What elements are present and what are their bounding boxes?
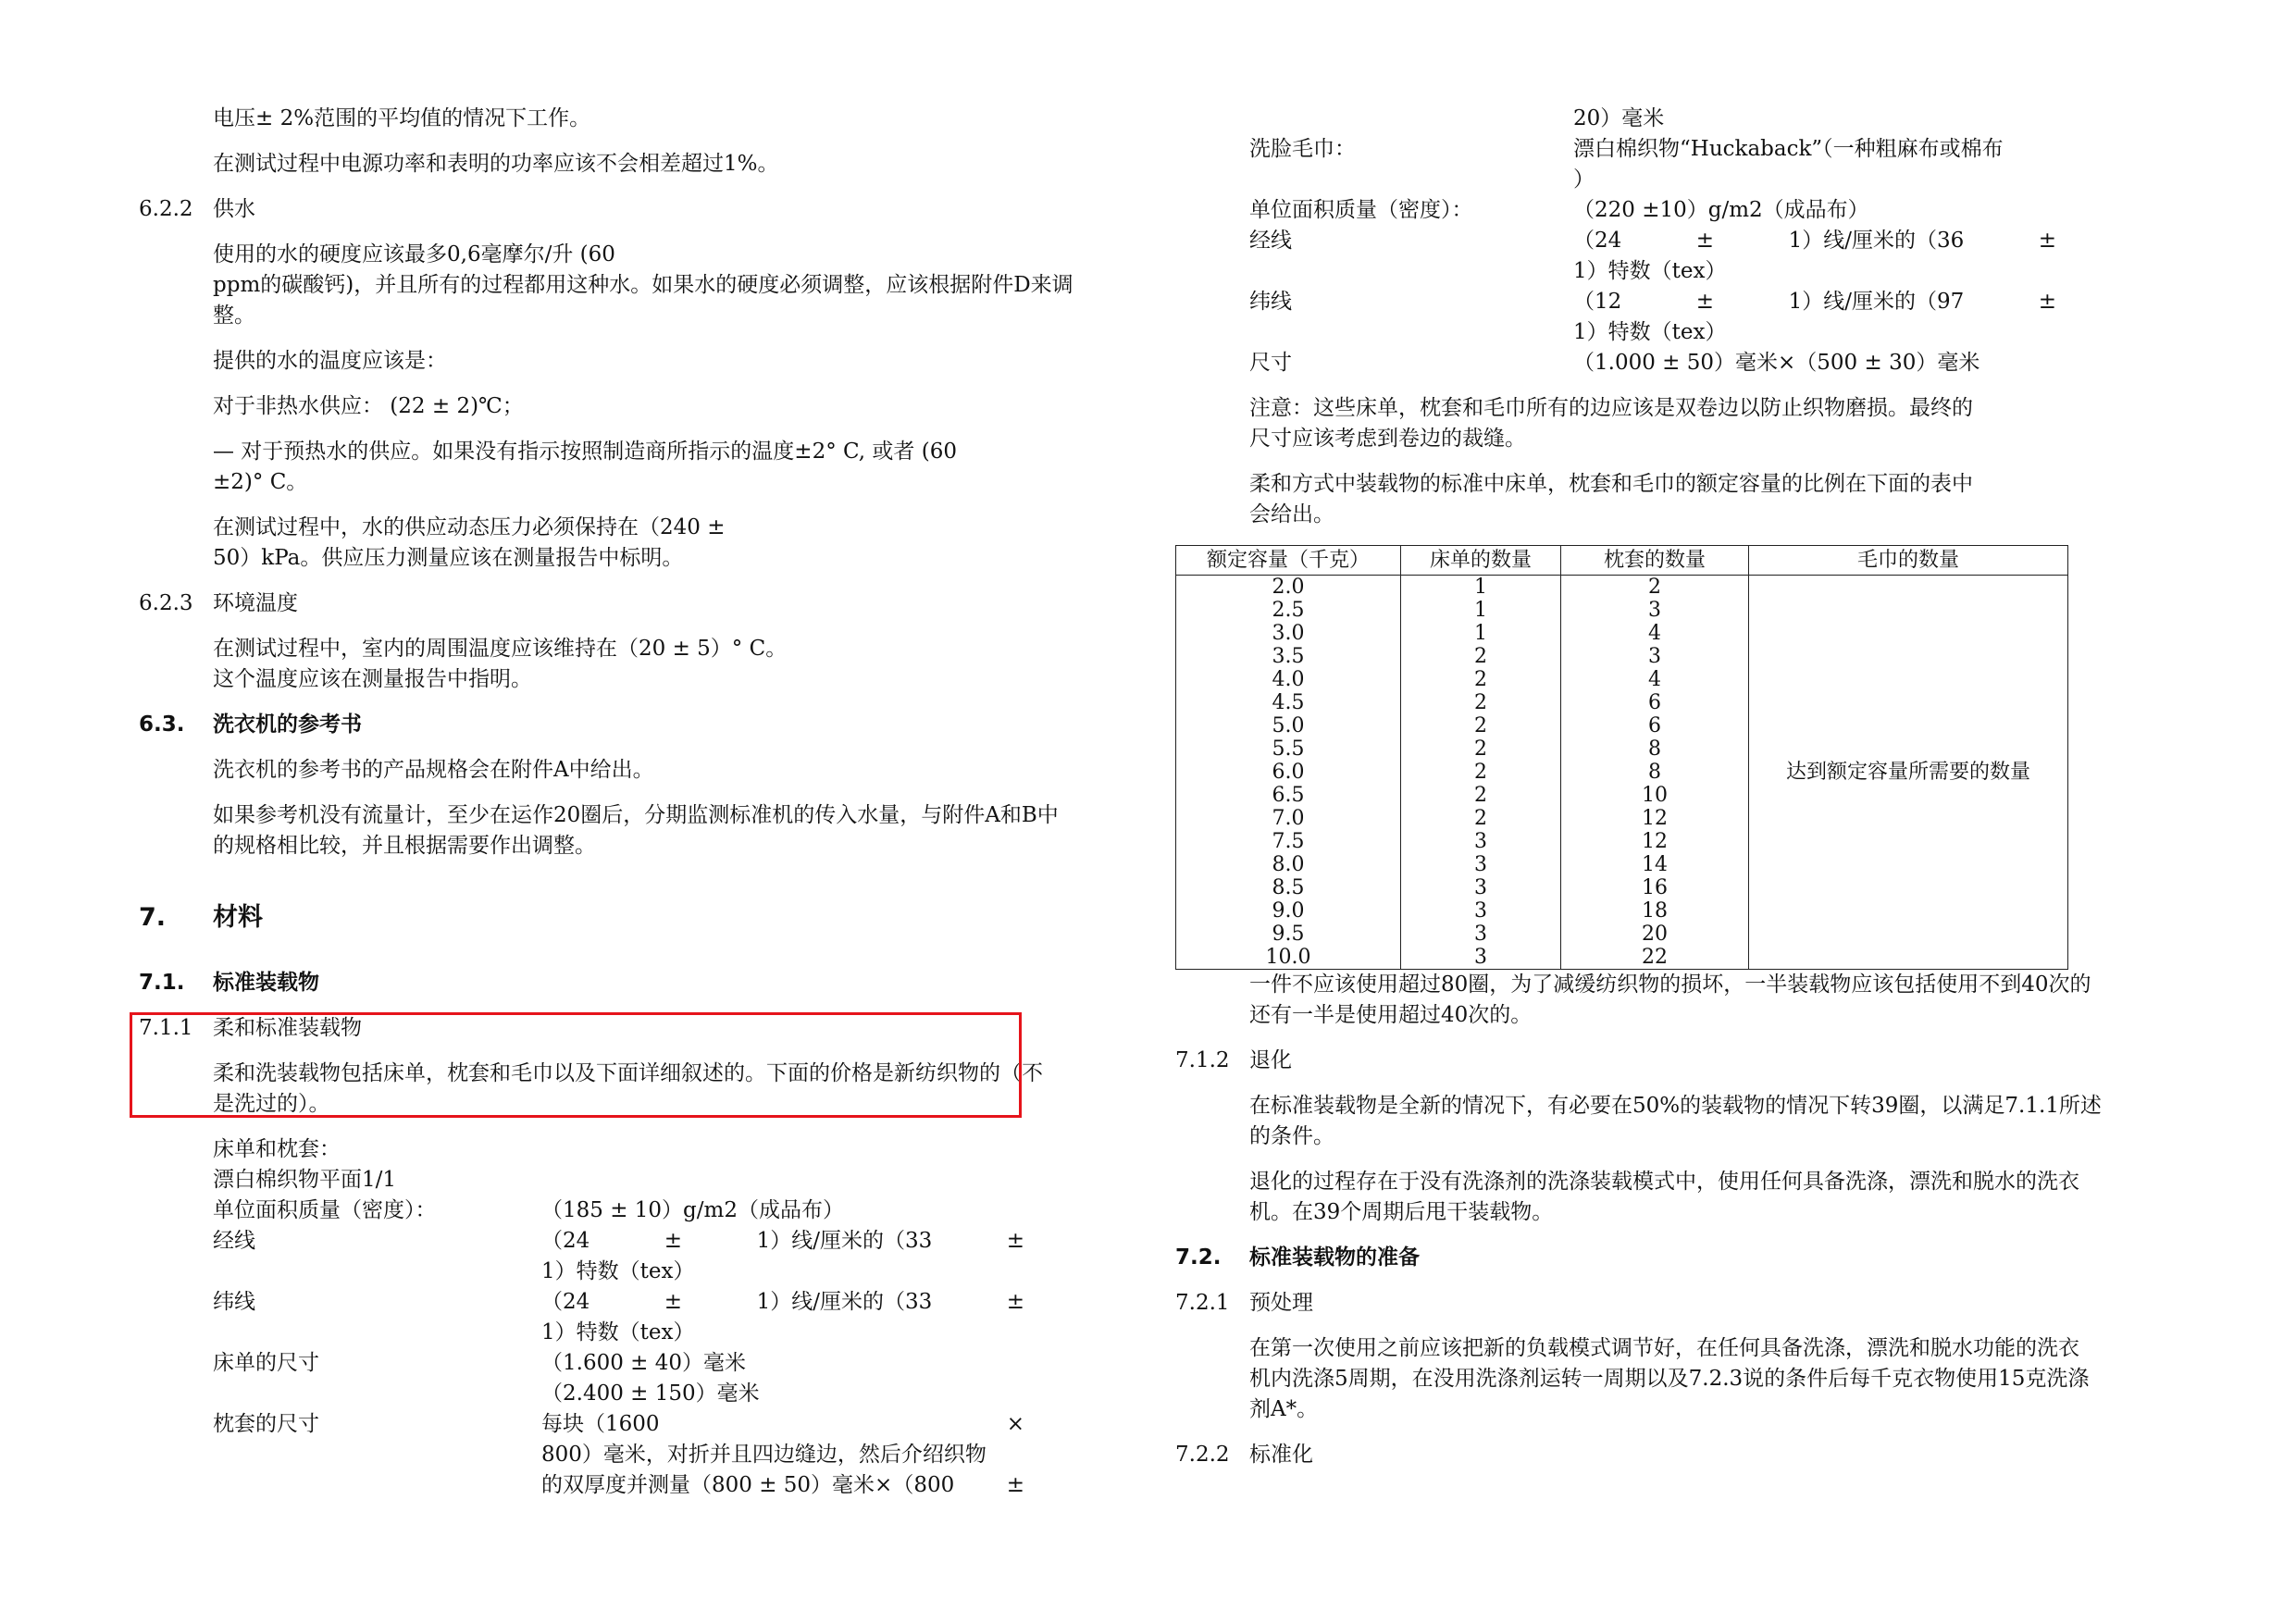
table-cell: 2 xyxy=(1401,807,1561,830)
table-cell: 3.5 xyxy=(1176,645,1401,668)
table-cell: 3 xyxy=(1561,645,1749,668)
load-ratio-table xyxy=(1175,545,2068,970)
spec-key: 经线 xyxy=(213,1229,255,1253)
text-line: 柔和方式中装载物的标准中床单，枕套和毛巾的额定容量的比例在下面的表中 xyxy=(1249,472,1973,496)
spec-key: 单位面积质量（密度）： xyxy=(1249,198,1473,222)
text-line: 的条件。 xyxy=(1249,1124,1334,1148)
spec-value xyxy=(1573,226,2177,287)
text-fragment: ± xyxy=(1006,1473,1024,1497)
text-line: 在测试过程中，室内的周围温度应该维持在（20 ± 5）° C。 xyxy=(213,637,788,661)
table-cell: 12 xyxy=(1561,830,1749,853)
table-cell: 9.5 xyxy=(1176,923,1401,946)
text-fragment: 1）线/厘米的（36 xyxy=(1788,229,1965,253)
highlight-box xyxy=(130,1012,1022,1118)
text-line: 这个温度应该在测量报告中指明。 xyxy=(213,667,532,691)
text-fragment: （12 xyxy=(1573,290,1622,314)
section-heading-6-2-2 xyxy=(139,194,1143,225)
text-line xyxy=(541,1287,1024,1318)
text-line: 漂白棉织物“Huckaback”（一种粗麻布或棉布 xyxy=(1573,137,2004,161)
spec-value: （185 ± 10）g/m2（成品布） xyxy=(541,1198,844,1222)
text-line: 退化的过程存在于没有洗涤剂的洗涤装载模式中，使用任何具备洗涤，漂洗和脱水的洗衣 xyxy=(1249,1170,2079,1194)
table-cell: 2 xyxy=(1401,645,1561,668)
spec-row-warp xyxy=(213,1226,1143,1287)
sheet-spec-block xyxy=(213,1134,1143,1501)
spec-value xyxy=(541,1287,1143,1348)
text-line xyxy=(1573,226,2056,256)
table-cell: 3 xyxy=(1561,599,1749,622)
section-number: 7.1.1 xyxy=(139,1016,193,1040)
table-cell: 4.5 xyxy=(1176,691,1401,714)
section-number: 7.1. xyxy=(139,971,185,995)
text-line: 漂白棉织物平面1/1 xyxy=(213,1168,397,1192)
left-column xyxy=(139,104,1143,1501)
table-cell: 2 xyxy=(1401,714,1561,737)
paragraph: 洗衣机的参考书的产品规格会在附件A中给出。 xyxy=(213,758,654,782)
text-fragment: 1）线/厘米的（33 xyxy=(756,1229,933,1253)
section-title: 供水 xyxy=(213,197,255,221)
text-line: 机。在39个周期后甩干装载物。 xyxy=(1249,1200,1554,1224)
table-cell: 22 xyxy=(1561,946,1749,970)
spec-value: （1.000 ± 50）毫米×（500 ± 30）毫米 xyxy=(1573,351,1980,375)
text-line: 1）特数（tex） xyxy=(541,1259,695,1283)
section-heading-6-3 xyxy=(139,710,1143,740)
text-line: 机内洗涤5周期，在没用洗涤剂运转一周期以及7.2.3说的条件后每千克衣物使用15克洗涤 xyxy=(1249,1367,2090,1391)
text-line: 1）特数（tex） xyxy=(541,1320,695,1344)
spec-key: 纬线 xyxy=(213,1290,255,1314)
spec-value xyxy=(1573,134,2177,195)
spec-row-weft xyxy=(1249,287,2177,348)
table-cell: 2 xyxy=(1561,576,1749,600)
text-line: 如果参考机没有流量计，至少在运作20圈后，分期监测标准机的传入水量，与附件A和B中 xyxy=(213,803,1059,827)
section-number: 6.2.2 xyxy=(139,197,193,221)
spec-key xyxy=(1249,104,1573,134)
ratio-paragraph xyxy=(1249,469,2177,530)
text-fragment: × xyxy=(1006,1412,1024,1436)
section-heading-6-2-3 xyxy=(139,588,1143,619)
paragraph: 提供的水的温度应该是： xyxy=(213,349,447,373)
table-cell: 14 xyxy=(1561,853,1749,876)
text-line: 50）kPa。供应压力测量应该在测量报告中标明。 xyxy=(213,546,684,570)
spec-row-continuation xyxy=(1249,104,2177,134)
spec-row-mass xyxy=(1249,195,2177,226)
text-line: 一件不应该使用超过80圈，为了减缓纺织物的损坏，一半装载物应该包括使用不到40次的 xyxy=(1249,973,2091,997)
spec-key: 床单的尺寸 xyxy=(213,1351,319,1375)
column-header: 床单的数量 xyxy=(1401,546,1561,576)
section-number: 7.1.2 xyxy=(1175,1048,1230,1072)
after-table-paragraph xyxy=(1249,970,2177,1031)
section-number: 6.3. xyxy=(139,712,185,737)
table-cell: 10 xyxy=(1561,784,1749,807)
text-line: 在第一次使用之前应该把新的负载模式调节好，在任何具备洗涤，漂洗和脱水功能的洗衣 xyxy=(1249,1336,2079,1360)
spec-row-towel xyxy=(1249,134,2177,195)
text-line: 1）特数（tex） xyxy=(1573,259,1727,283)
text-fragment: ± xyxy=(1006,1229,1024,1253)
text-line xyxy=(1573,287,2056,317)
text-fragment: ± xyxy=(2038,229,2056,253)
spec-key: 枕套的尺寸 xyxy=(213,1412,319,1436)
table-cell-towels: 达到额定容量所需要的数量 xyxy=(1749,576,2068,970)
text-line: 在标准装载物是全新的情况下，有必要在50%的装载物的情况下转39圈，以满足7.1.1所述 xyxy=(1249,1094,2102,1118)
table-cell: 4.0 xyxy=(1176,668,1401,691)
spec-row-weft xyxy=(213,1287,1143,1348)
section-title: 柔和标准装载物 xyxy=(213,1016,362,1040)
table-cell: 4 xyxy=(1561,622,1749,645)
table-cell: 3 xyxy=(1401,853,1561,876)
text-line: 会给出。 xyxy=(1249,502,1334,527)
section-number: 6.2.3 xyxy=(139,591,193,615)
text-fragment: （24 xyxy=(541,1290,590,1314)
text-fragment: 1）线/厘米的（33 xyxy=(756,1290,933,1314)
table-cell: 3 xyxy=(1401,946,1561,970)
table-cell: 3 xyxy=(1401,876,1561,899)
spec-key: 单位面积质量（密度）： xyxy=(213,1198,437,1222)
degradation-process-paragraph xyxy=(1249,1167,2177,1228)
section-number: 7.2. xyxy=(1175,1245,1222,1270)
spec-row-sheet-size xyxy=(213,1348,1143,1409)
spec-row-mass xyxy=(213,1196,1143,1226)
spec-row-size xyxy=(1249,348,2177,378)
text-line: ±2)° C。 xyxy=(213,470,308,494)
text-line: 柔和洗装载物包括床单，枕套和毛巾以及下面详细叙述的。下面的价格是新纺织物的（不 xyxy=(213,1061,1043,1085)
table-cell: 3.0 xyxy=(1176,622,1401,645)
degradation-paragraph xyxy=(1249,1091,2177,1152)
text-line: — 对于预热水的供应。如果没有指示按照制造商所指示的温度±2° C, 或者 (60 xyxy=(213,440,957,464)
section-title: 环境温度 xyxy=(213,591,298,615)
table-cell: 1 xyxy=(1401,622,1561,645)
table-row xyxy=(1176,576,2068,600)
spec-value xyxy=(541,1348,1143,1409)
text-line: 整。 xyxy=(213,304,255,328)
table-cell: 16 xyxy=(1561,876,1749,899)
table-cell: 2 xyxy=(1401,784,1561,807)
text-line: 是洗过的）。 xyxy=(213,1092,330,1116)
section-title: 标准装载物 xyxy=(213,971,319,995)
spec-key: 经线 xyxy=(1249,229,1292,253)
water-hardness-paragraph xyxy=(213,240,1143,331)
text-fragment: ± xyxy=(1695,290,1715,314)
section-heading-7-2 xyxy=(1175,1243,2177,1273)
text-line: 尺寸应该考虑到卷边的裁缝。 xyxy=(1249,427,1526,451)
text-line: ） xyxy=(1573,167,1595,192)
text-fragment: 的双厚度并测量（800 ± 50）毫米×（800 xyxy=(541,1473,955,1497)
table-cell: 3 xyxy=(1401,923,1561,946)
section-number: 7.2.2 xyxy=(1175,1443,1230,1467)
section-title: 材料 xyxy=(213,903,263,932)
text-line xyxy=(541,1470,1024,1501)
paragraph: 对于非热水供应： (22 ± 2)℃； xyxy=(213,394,524,418)
table-cell: 4 xyxy=(1561,668,1749,691)
table-cell: 2.5 xyxy=(1176,599,1401,622)
table-cell: 8 xyxy=(1561,737,1749,761)
section-title: 退化 xyxy=(1249,1048,1292,1072)
table-cell: 12 xyxy=(1561,807,1749,830)
section-heading-7-1 xyxy=(139,968,1143,998)
table-cell: 3 xyxy=(1401,830,1561,853)
section-title: 洗衣机的参考书 xyxy=(213,712,362,737)
table-cell: 2 xyxy=(1401,668,1561,691)
section-title: 标准装载物的准备 xyxy=(1249,1245,1420,1270)
spec-value xyxy=(541,1226,1143,1287)
towel-spec-block xyxy=(1249,104,2177,378)
ambient-paragraph xyxy=(213,634,1143,695)
column-header: 枕套的数量 xyxy=(1561,546,1749,576)
spec-value: 20）毫米 xyxy=(1573,106,1665,130)
text-line: 800）毫米，对折并且四边缝边，然后介绍织物 xyxy=(541,1443,987,1467)
table-cell: 1 xyxy=(1401,599,1561,622)
text-fragment: ± xyxy=(2038,290,2056,314)
spec-value: （220 ±10）g/m2（成品布） xyxy=(1573,198,1869,222)
reference-paragraph xyxy=(213,800,1143,861)
table-cell: 8.0 xyxy=(1176,853,1401,876)
section-heading-7-2-2 xyxy=(1175,1440,2177,1470)
text-fragment: ± xyxy=(664,1229,683,1253)
table-cell: 6.0 xyxy=(1176,761,1401,784)
text-line: 剂A*。 xyxy=(1249,1397,1319,1421)
text-line: 还有一半是使用超过40次的。 xyxy=(1249,1003,1533,1027)
paragraph: 在测试过程中电源功率和表明的功率应该不会相差超过1%。 xyxy=(213,152,779,176)
table-cell: 3 xyxy=(1401,899,1561,923)
section-heading-7-2-1 xyxy=(1175,1288,2177,1319)
text-line: ppm的碳酸钙)，并且所有的过程都用这种水。如果水的硬度必须调整，应该根据附件D来调 xyxy=(213,273,1074,297)
table-cell: 6.5 xyxy=(1176,784,1401,807)
spec-key: 洗脸毛巾： xyxy=(1249,137,1356,161)
spec-key: 尺寸 xyxy=(1249,351,1292,375)
table-cell: 2 xyxy=(1401,737,1561,761)
section-title: 预处理 xyxy=(1249,1291,1313,1315)
table-cell: 5.0 xyxy=(1176,714,1401,737)
text-line: 的规格相比较，并且根据需要作出调整。 xyxy=(213,834,596,858)
table-cell: 1 xyxy=(1401,576,1561,600)
note-paragraph xyxy=(1249,393,2177,454)
column-header: 毛巾的数量 xyxy=(1749,546,2068,576)
table-cell: 20 xyxy=(1561,923,1749,946)
text-fragment: ± xyxy=(1006,1290,1024,1314)
preheat-paragraph xyxy=(213,437,1143,498)
table-cell: 7.5 xyxy=(1176,830,1401,853)
table-cell: 2.0 xyxy=(1176,576,1401,600)
text-line xyxy=(541,1226,1024,1257)
text-line: 使用的水的硬度应该最多0,6毫摩尔/升 (60 xyxy=(213,242,615,266)
table-cell: 6 xyxy=(1561,714,1749,737)
text-fragment: 每块（1600 xyxy=(541,1412,660,1436)
paragraph: 电压± 2%范围的平均值的情况下工作。 xyxy=(213,106,591,130)
pressure-paragraph xyxy=(213,513,1143,574)
text-fragment: （24 xyxy=(1573,229,1622,253)
table-cell: 9.0 xyxy=(1176,899,1401,923)
spec-value xyxy=(541,1409,1143,1501)
table-cell: 8 xyxy=(1561,761,1749,784)
text-line: 在测试过程中，水的供应动态压力必须保持在（240 ± xyxy=(213,515,726,539)
text-fragment: （24 xyxy=(541,1229,590,1253)
text-fragment: ± xyxy=(1695,229,1715,253)
spec-value xyxy=(1573,287,2177,348)
text-fragment: 1）线/厘米的（97 xyxy=(1788,290,1965,314)
text-line: （2.400 ± 150）毫米 xyxy=(541,1381,760,1406)
table-cell: 5.5 xyxy=(1176,737,1401,761)
column-header: 额定容量（千克） xyxy=(1176,546,1401,576)
section-heading-7-1-2 xyxy=(1175,1046,2177,1076)
spec-key: 纬线 xyxy=(1249,290,1292,314)
text-line: 床单和枕套： xyxy=(213,1137,341,1161)
text-line: （1.600 ± 40）毫米 xyxy=(541,1351,747,1375)
table-cell: 2 xyxy=(1401,691,1561,714)
table-cell: 7.0 xyxy=(1176,807,1401,830)
text-line: 1）特数（tex） xyxy=(1573,320,1727,344)
spec-row-pillow-size xyxy=(213,1409,1143,1501)
section-title: 标准化 xyxy=(1249,1443,1313,1467)
right-column xyxy=(1175,104,2177,1470)
table-header-row xyxy=(1176,546,2068,576)
section-number: 7. xyxy=(139,903,167,932)
table-cell: 8.5 xyxy=(1176,876,1401,899)
pretreatment-paragraph xyxy=(1249,1333,2177,1425)
spec-row-warp xyxy=(1249,226,2177,287)
table-cell: 18 xyxy=(1561,899,1749,923)
text-fragment: ± xyxy=(664,1290,683,1314)
section-heading-7 xyxy=(139,902,1143,933)
table-cell: 2 xyxy=(1401,761,1561,784)
section-number: 7.2.1 xyxy=(1175,1291,1230,1315)
table-body xyxy=(1176,576,2068,970)
text-line xyxy=(541,1409,1024,1440)
table-cell: 10.0 xyxy=(1176,946,1401,970)
table-cell: 6 xyxy=(1561,691,1749,714)
text-line: 注意：这些床单，枕套和毛巾所有的边应该是双卷边以防止织物磨损。最终的 xyxy=(1249,396,1973,420)
